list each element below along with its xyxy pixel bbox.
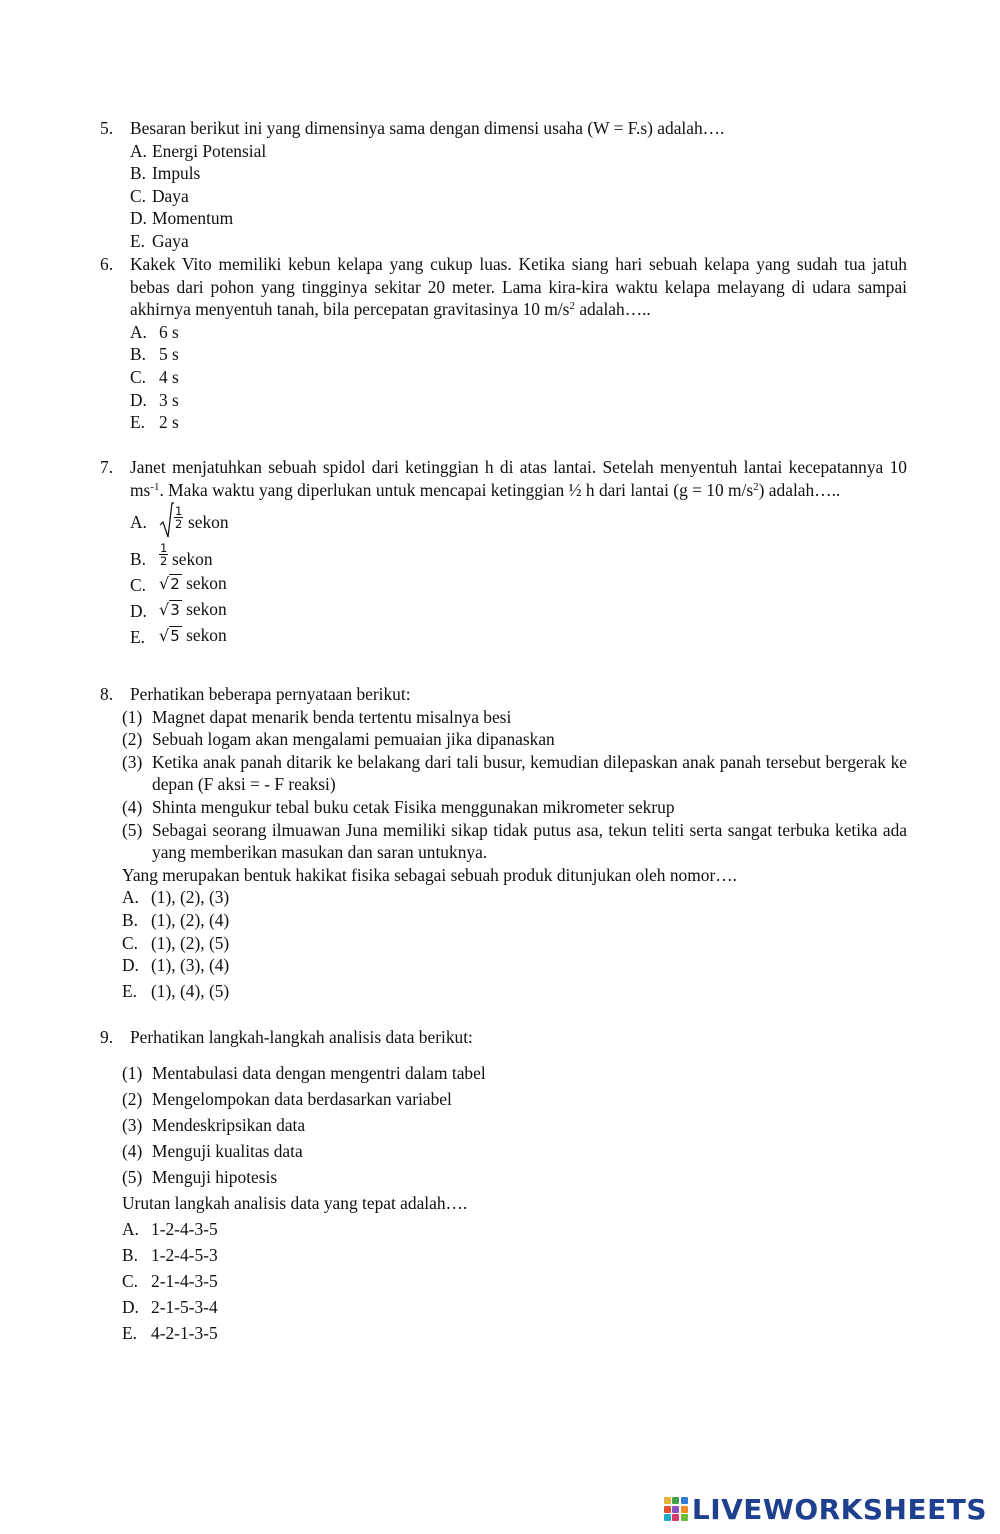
logo-grid-icon [664, 1497, 688, 1521]
question-prompt: Urutan langkah analisis data yang tepat adalah…. [122, 1192, 468, 1213]
option-a[interactable]: A. Energi Potensial [130, 140, 267, 161]
option-e[interactable]: E. √5 sekon [130, 625, 227, 648]
option-e[interactable]: E. Gaya [130, 230, 189, 251]
option-d[interactable]: D. (1), (3), (4) [122, 955, 230, 976]
statement-3: (3) Ketika anak panah ditarik ke belakang dari tali busur, kemudian dilepaskan anak panah tersebut bergerak ke depan (F aksi = - F reaksi) [122, 751, 907, 795]
question-number: 6. [100, 254, 114, 274]
fraction: $\frac{1}{2}$ [175, 504, 183, 532]
fraction: $\frac{1}{2}$ [160, 541, 168, 569]
question-9 [100, 1026, 907, 1346]
step-3: (3) Mendeskripsikan data [122, 1114, 306, 1135]
option-e[interactable]: E. 4-2-1-3-5 [122, 1322, 218, 1343]
question-number: 5. [100, 118, 114, 138]
step-1: (1) Mentabulasi data dengan mengentri dalam tabel [122, 1062, 486, 1083]
option-a[interactable]: A. (1), (2), (3) [122, 887, 230, 908]
statement-4: (4) Shinta mengukur tebal buku cetak Fisika menggunakan mikrometer sekrup [122, 796, 675, 817]
logo-block [664, 1497, 671, 1504]
sqrt-expression: √2 sekon [159, 573, 227, 594]
option-b[interactable]: B. Impuls [130, 163, 201, 184]
brand-name: LIVEWORKSHEETS [691, 1492, 987, 1526]
option-b[interactable]: B. 1-2-4-5-3 [122, 1244, 218, 1265]
sqrt-expression: √5 sekon [159, 625, 227, 646]
question-text: Kakek Vito memiliki kebun kelapa yang cukup luas. Ketika siang hari sebuah kelapa yang sudah tua jatuh bebas dari pohon yang tingginya sekitar 20 meter. Lama kira-kira waktu kelapa melayang di udara sampai akhirnya menyentuh tanah, bila percepatan gravitasinya 10 $m/s^2$ adalah….. [130, 254, 907, 320]
radical-sign: √ [159, 574, 170, 594]
option-a[interactable]: A. $\frac{1}{2}$ sekon [130, 501, 907, 539]
option-b[interactable]: B. 5 s [130, 344, 179, 365]
radical-sign: √ [159, 600, 170, 620]
logo-block [672, 1506, 679, 1513]
question-8 [100, 683, 907, 1002]
option-c[interactable]: C. Daya [130, 185, 189, 206]
logo-block [672, 1497, 679, 1504]
logo-block [672, 1514, 679, 1521]
option-d[interactable]: D. 2-1-5-3-4 [122, 1296, 218, 1317]
option-b[interactable]: B. (1), (2), (4) [122, 909, 230, 930]
logo-block [681, 1497, 688, 1504]
radical-sign [159, 501, 174, 539]
step-2: (2) Mengelompokan data berdasarkan variabel [122, 1088, 452, 1109]
liveworksheets-logo [664, 1494, 987, 1524]
option-e[interactable]: E. 2 s [130, 412, 179, 433]
option-e[interactable]: E. (1), (4), (5) [122, 980, 230, 1001]
logo-block [664, 1506, 671, 1513]
logo-block [681, 1514, 688, 1521]
option-c[interactable]: C. 2-1-4-3-5 [122, 1270, 218, 1291]
statement-5: (5) Sebagai seorang ilmuawan Juna memiliki sikap tidak putus asa, tekun teliti serta sangat terbuka ketika ada yang memberikan masukan dan saran untuknya. [122, 819, 907, 863]
question-text: Janet menjatuhkan sebuah spidol dari ketinggian h di atas lantai. Setelah menyentuh lantai kecepatannya 10 $ms^{-1}$. Maka waktu yang diperlukan untuk mencapai ketinggian ½ h dari lantai (g = 10 $m/s^2$) adalah….. [130, 457, 907, 500]
logo-block [664, 1514, 671, 1521]
question-5 [100, 117, 907, 253]
question-number: 7. [100, 457, 114, 477]
statement-1: (1) Magnet dapat menarik benda tertentu misalnya besi [122, 706, 512, 727]
question-number: 8. [100, 684, 114, 704]
logo-block [681, 1506, 688, 1513]
option-d[interactable]: D. Momentum [130, 208, 234, 229]
question-text: Besaran berikut ini yang dimensinya sama dengan dimensi usaha (W = F.s) adalah…. [130, 118, 725, 138]
step-4: (4) Menguji kualitas data [122, 1140, 303, 1161]
question-number: 9. [100, 1027, 114, 1047]
option-c[interactable]: C. 4 s [130, 366, 179, 387]
sqrt-expression: √3 sekon [159, 599, 227, 620]
radical-sign: √ [159, 626, 170, 646]
question-prompt: Yang merupakan bentuk hakikat fisika sebagai sebuah produk ditunjukan oleh nomor…. [122, 864, 737, 885]
question-text: Perhatikan beberapa pernyataan berikut: [130, 684, 411, 704]
step-5: (5) Menguji hipotesis [122, 1166, 278, 1187]
option-d[interactable]: D. 3 s [130, 389, 179, 410]
question-6 [100, 253, 907, 434]
option-c[interactable]: C. (1), (2), (5) [122, 932, 230, 953]
option-c[interactable]: C. √2 sekon [130, 573, 227, 596]
statement-2: (2) Sebuah logam akan mengalami pemuaian jika dipanaskan [122, 729, 555, 750]
question-7 [100, 456, 907, 649]
option-d[interactable]: D. √3 sekon [130, 599, 227, 622]
option-b[interactable]: B. $\frac{1}{2}$ sekon [130, 541, 213, 570]
option-a[interactable]: A. 1-2-4-3-5 [122, 1218, 218, 1239]
option-a[interactable]: A. 6 s [130, 321, 179, 342]
question-text: Perhatikan langkah-langkah analisis data berikut: [130, 1027, 473, 1047]
